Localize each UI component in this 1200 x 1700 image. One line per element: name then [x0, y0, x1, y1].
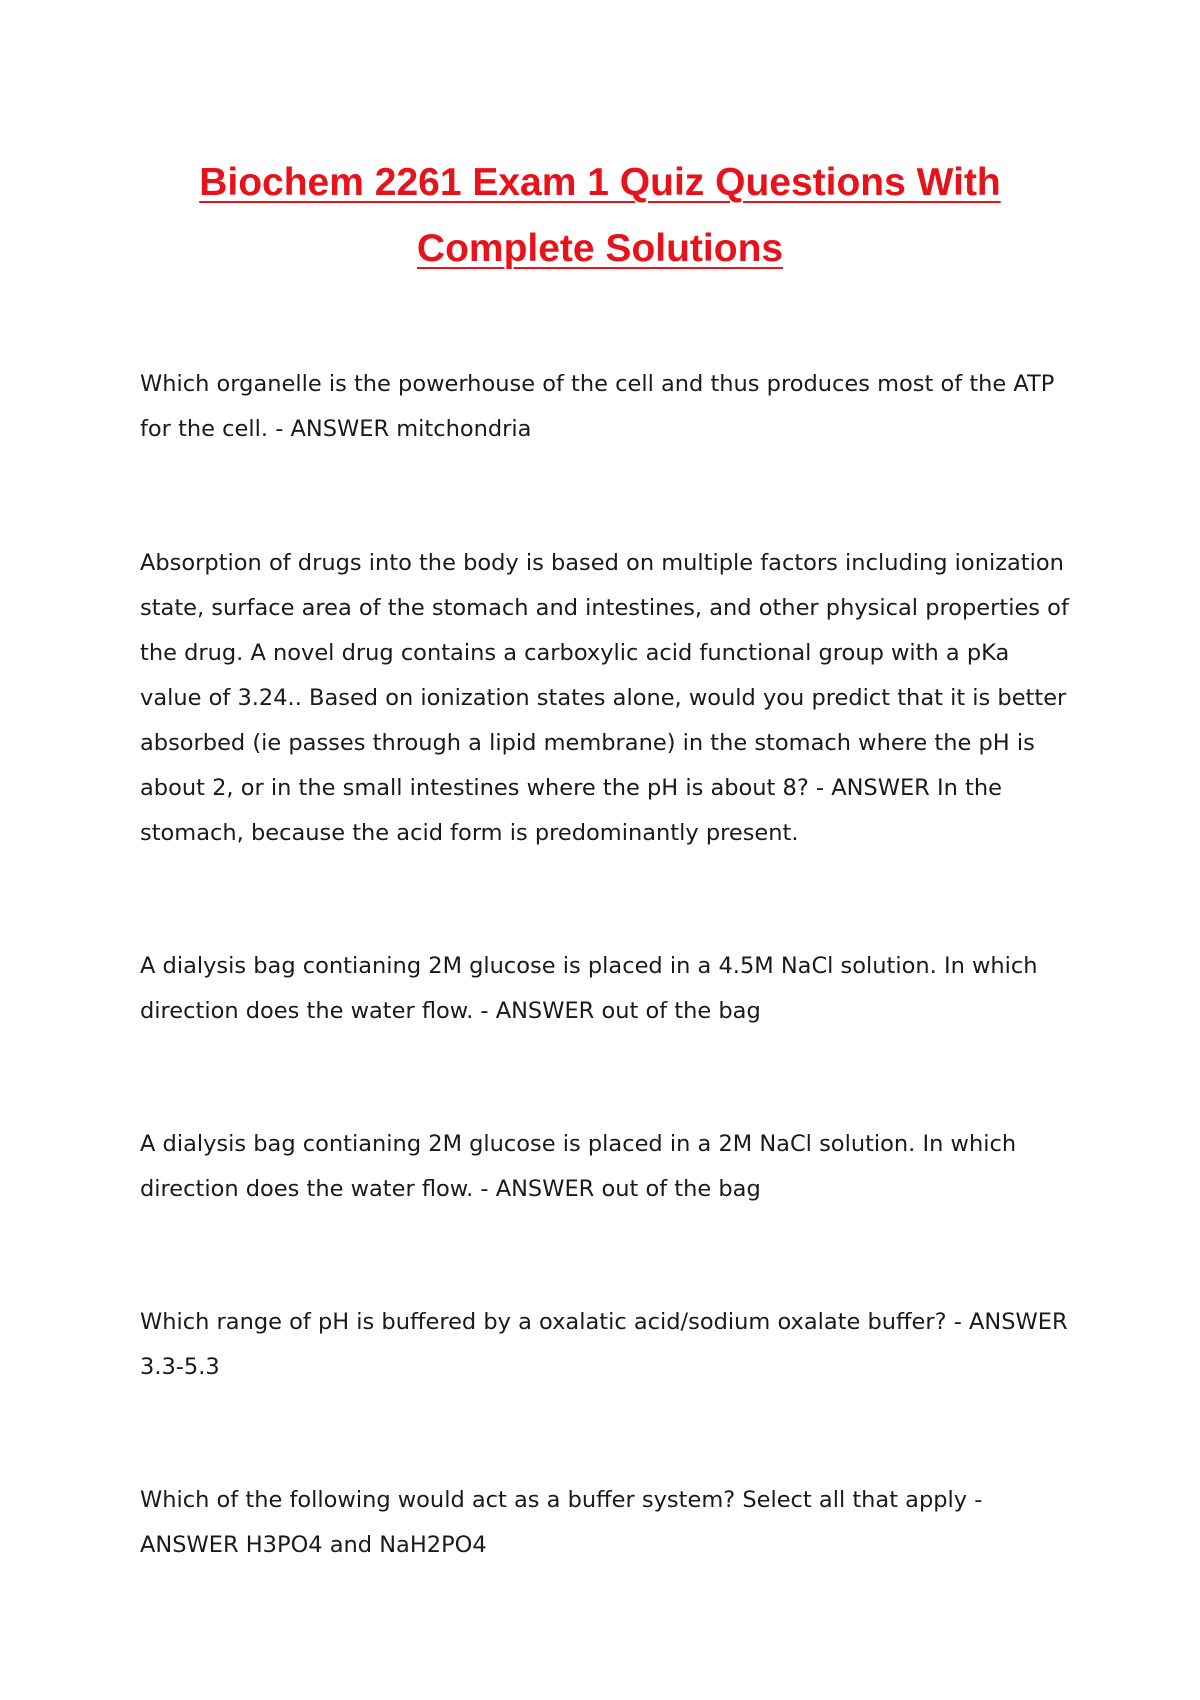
answer-text: out of the bag — [601, 998, 761, 1024]
qa-item — [140, 1122, 1070, 1212]
title-line-2: Complete Solutions — [416, 227, 784, 270]
answer-text: H3PO4 and NaH2PO4 — [245, 1532, 487, 1558]
document-title — [140, 150, 1060, 282]
answer-text: In the stomach, because the acid form is predominantly present. — [140, 775, 1002, 846]
qa-item — [140, 541, 1070, 856]
question-text: A dialysis bag contianing 2M glucose is placed in a 4.5M NaCl solution. In which direction does the water flow. — [140, 953, 1038, 1024]
answer-separator: - ANSWER — [268, 416, 397, 442]
answer-separator: - ANSWER — [946, 1309, 1068, 1335]
answer-separator: - ANSWER — [808, 775, 937, 801]
qa-item — [140, 944, 1070, 1034]
answer-text: out of the bag — [601, 1176, 761, 1202]
question-text: Absorption of drugs into the body is based on multiple factors including ionization state, surface area of the stomach and intestines, and other physical properties of the drug. A novel drug contains a carboxylic acid functional group with a pKa value of 3.24.. Based on ionization states alone, would you predict that it is better absorbed (ie passes through a lipid membrane) in the stomach where the pH is about 2, or in the small intestines where the pH is about 8? — [140, 550, 1069, 801]
question-text: Which organelle is the powerhouse of the cell and thus produces most of the ATP for the cell. — [140, 371, 1055, 442]
title-line-1: Biochem 2261 Exam 1 Quiz Questions With — [199, 161, 1001, 204]
question-text: Which of the following would act as a buffer system? Select all that apply — [140, 1487, 968, 1513]
answer-separator: - ANSWER — [140, 1487, 983, 1558]
question-text: Which range of pH is buffered by a oxalatic acid/sodium oxalate buffer? — [140, 1309, 947, 1335]
answer-separator: - ANSWER — [473, 998, 602, 1024]
qa-item — [140, 362, 1070, 452]
question-text: A dialysis bag contianing 2M glucose is placed in a 2M NaCl solution. In which direction does the water flow. — [140, 1131, 1017, 1202]
qa-item — [140, 1478, 1070, 1568]
answer-separator: - ANSWER — [473, 1176, 602, 1202]
answer-text: mitchondria — [396, 416, 532, 442]
answer-text: 3.3-5.3 — [140, 1354, 220, 1380]
qa-item — [140, 1300, 1070, 1390]
